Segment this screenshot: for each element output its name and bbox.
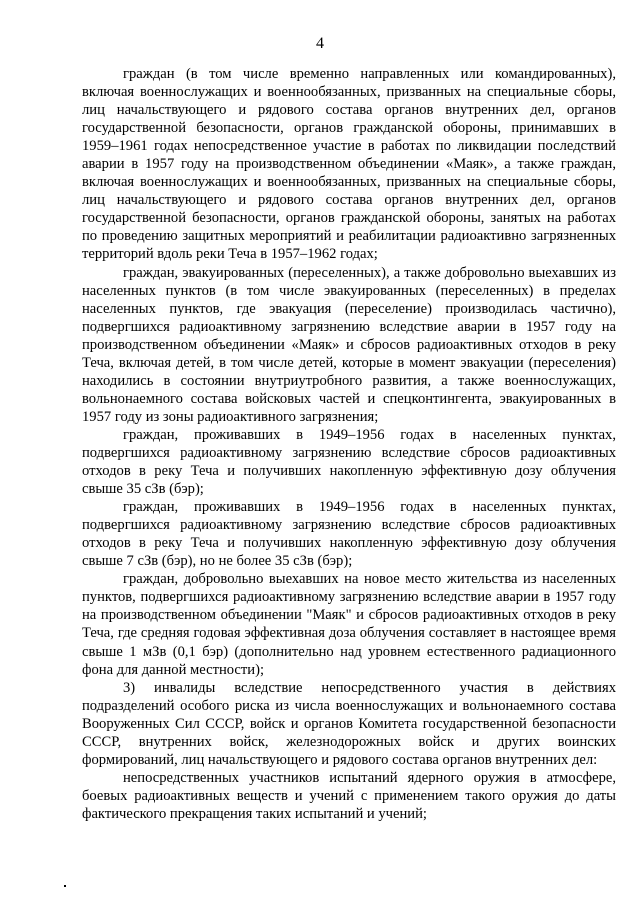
document-body [82, 65, 616, 823]
paragraph-residents-7-to-35: граждан, проживавших в 1949–1956 годах в населенных пунктах, подвергшихся радиоактивному загрязнению вследствие сбросов радиоактивных отходов в реку Теча и получивших накопленную эффективную дозу облучения свыше 7 сЗв (бэр), но не более 35 сЗв (бэр); [82, 499, 616, 570]
page-number: 4 [316, 35, 324, 52]
paragraph-evacuated-citizens: граждан, эвакуированных (переселенных), а также добровольно выехавших из населенных пунктов (в том числе эвакуированных (переселенных) в пределах населенных пунктов, где эвакуация (переселение) производилась частично), подвергшихся радиоактивному загрязнению вследствие аварии в 1957 году на производственном объединении «Маяк» и сбросов радиоактивных отходов в реку Теча, включая детей, в том числе детей, которые в момент эвакуации (переселения) находились в состоянии внутриутробного развития, а также военнослужащих, вольнонаемного состава войсковых частей и спецконтингента, эвакуированных в 1957 году из зоны радиоактивного загрязнения; [82, 264, 616, 425]
paragraph-mayak-liquidators: граждан (в том числе временно направленных или командированных), включая военнослужащих и военнообязанных, призванных на специальные сборы, лиц начальствующего и рядового состава органов внутренних дел, органов государственной безопасности, органов гражданской обороны, принимавших в 1959–1961 годах непосредственное участие в работах по ликвидации последствий аварии в 1957 году на производственном объединении «Маяк», а также граждан, включая военнослужащих и военнообязанных, призванных на специальные сборы, лиц начальствующего и рядового состава органов внутренних дел, органов государственной безопасности, органов гражданской обороны, занятых на работах по проведению защитных мероприятий и реабилитации радиоактивно загрязненных территорий вдоль реки Теча в 1957–1962 годах; [82, 66, 616, 263]
paragraph-residents-over-35: граждан, проживавших в 1949–1956 годах в населенных пунктах, подвергшихся радиоактивному загрязнению вследствие сбросов радиоактивных отходов в реку Теча и получивших накопленную эффективную дозу облучения свыше 35 сЗв (бэр); [82, 426, 616, 498]
scan-speck [64, 885, 66, 887]
paragraph-item-3-special-risk: 3) инвалиды вследствие непосредственного участия в действиях подразделений особого риска из числа военнослужащих и вольнонаемного состава Вооруженных Сил СССР, войск и органов Комитета государственной безопасности СССР, внутренних войск, железнодорожных войск и других воинских формирований, лиц начальствующего и рядового состава органов внутренних дел: [82, 679, 616, 768]
paragraph-nuclear-test-participants: непосредственных участников испытаний ядерного оружия в атмосфере, боевых радиоактивных веществ и учений с применением такого оружия до даты фактического прекращения таких испытаний и учений; [82, 769, 616, 822]
paragraph-voluntary-relocated: граждан, добровольно выехавших на новое место жительства из населенных пунктов, подвергшихся радиоактивному загрязнению вследствие аварии в 1957 году на производственном объединении "Маяк" и сбросов радиоактивных отходов в реку Теча, где средняя годовая эффективная доза облучения составляет в настоящее время свыше 1 мЗв (0,1 бэр) (дополнительно над уровнем естественного радиационного фона для данной местности); [82, 571, 616, 678]
